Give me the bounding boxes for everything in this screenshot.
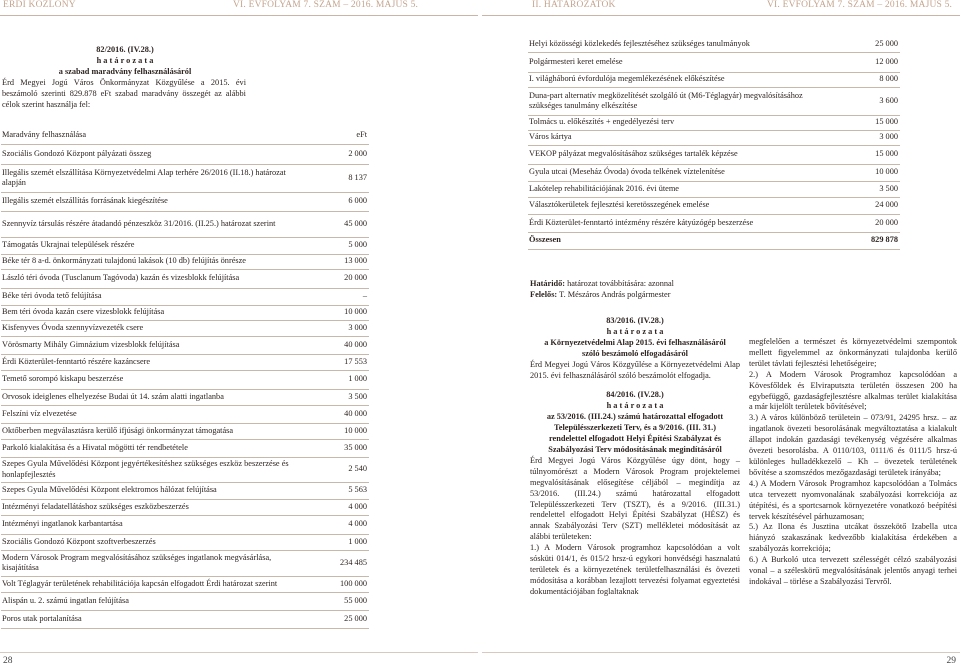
row-label: VEKOP pályázat megvalósításához szükséges tartalék képzése [528,145,836,164]
row-value: 2 000 [307,144,369,164]
row-label: Tolmács u. előkészítés + engedélyezési terv [528,115,836,130]
row-value: 100 000 [307,576,369,592]
decision83-title-2: szóló beszámoló elfogadásáról [581,348,688,358]
row-value: 40 000 [307,336,369,354]
row-label: Támogatás Ukrajnai települések részére [1,237,307,254]
row-label: Város kártya [528,130,836,145]
footer-rule [0,652,478,653]
table-row [528,72,900,87]
row-label: Intézményi ingatlanok karbantartása [1,515,307,534]
row-value: 4 000 [307,515,369,534]
row-value: 25 000 [836,37,900,52]
table-row [1,305,369,320]
decision84-title-3: rendelettel elfogadott Helyi Építési Szabályzat és [549,434,721,444]
row-value: 40 000 [307,405,369,423]
row-value: 8 000 [836,72,900,87]
row-value: 6 000 [307,192,369,211]
row-value: 17 553 [307,354,369,370]
continuation-column [749,337,957,588]
row-value: 55 000 [307,592,369,610]
decision-body: Érd Megyei Jogú Város Önkormányzat Közgyűlése a 2015. évi beszámoló szerinti 829.878 eFt szabad maradvány összegét az alábbi célok szerint használja fel: [2,78,246,110]
row-value: – [307,288,369,305]
table-row [528,52,900,72]
row-value: 10 000 [307,423,369,439]
table-row [1,164,369,192]
row-value: 1 000 [307,534,369,550]
row-value: 12 000 [836,52,900,72]
row-label: Szennyvíz társulás részére átadandó pénzeszköz 31/2016. (II.25.) határozat szerint [1,211,307,237]
table-row [528,37,900,52]
table-row [528,115,900,130]
row-label: Oktőberben megválasztásra kerülő ifjúsági önkormányzat támogatása [1,423,307,439]
table-row [1,269,369,288]
footer-rule [482,652,960,653]
row-label: Szociális Gondozó Központ szoftverbeszerzés [1,534,307,550]
table-row [1,515,369,534]
header-rule [0,15,478,16]
row-value: 5 563 [307,482,369,499]
decision83-kind: h a t á r o z a t a [606,326,664,336]
table-header-row [1,127,369,144]
table-row [1,423,369,439]
row-label: Érdi Közterület-fenntartó intézmény részére kátyúzógép beszerzése [528,214,836,232]
header-rule [482,15,960,16]
row-label: László téri óvoda (Tusclanum Tagóvoda) kazán és vizesblokk felújítása [1,269,307,288]
total-value: 829 878 [836,232,900,249]
row-value: 3 000 [836,130,900,145]
allocation-table-continued [528,37,900,250]
decision-number: 82/2016. (IV.28.) [96,45,154,54]
row-label: Polgármesteri keret emelése [528,52,836,72]
item-3: 3.) A város különböző területein – 073/91, 24295 hrsz. – az ingatlanok övezeti besorolásának megváltoztatása a kialakult állapot indokán gazdasági tevékenység végzésére alkalmas övezeti besorolásba. A 0110/103, 0111/6 és 0111/5 hrsz-ú különleges hulladékkezelő – Kh – övezetek területének bővítése a szomszédos mezőgazdasági területek irányába; [749,413,957,477]
table-row [1,389,369,405]
decision84-body: Érd Megyei Jogú Város Közgyűlése úgy dönt, hogy – túlnyomórészt a Modern Városok Program projektelemei megvalósításának elősegítése céljából – megindítja az 53/2016. (III.24.) számú határozattal elfogadott Településszerkezeti Terv (TSZT), és a 9/2016. (III.31.) rendelettel elfogadott Helyi Építési Szabályzat (HÉSZ) és annak Szabályozási Terv (SZT) mellékletei módosítását az alábbi területeken: [530,455,740,542]
row-label: Orvosok ideiglenes elhelyezése Budai út 14. szám alatti ingatlanba [1,389,307,405]
table-row [528,214,900,232]
table-row [1,592,369,610]
row-label: Felszíni víz elvezetése [1,405,307,423]
responsible-label: Felelős: [530,290,558,299]
table-row [528,130,900,145]
decision84-kind: h a t á r o z a t a [606,401,664,411]
table-row [1,320,369,336]
right-page [480,0,960,668]
row-value: 15 000 [836,145,900,164]
table-row [1,144,369,164]
row-label: Választókerületek fejlesztési keretösszegének emelése [528,197,836,214]
row-label: Duna-part alternatív megközelítését szolgáló út (M6-Téglagyár) megvalósításához szükséges tanulmány elkészítése [528,87,836,115]
row-label: Modern Városok Program megvalósításához szükséges ingatlanok megvásárlása, kisajátítása [1,550,307,576]
row-value: 3 600 [836,87,900,115]
row-label: Intézményi feladatellátáshoz szükséges eszközbeszerzés [1,499,307,515]
decision83-number: 83/2016. (IV.28.) [606,316,664,325]
total-row [528,232,900,249]
section-title: II. HATÁROZATOK [532,0,616,10]
table-row [1,192,369,211]
responsible-line [530,289,670,300]
row-label: Poros utak portalanítása [1,610,307,628]
deadline-label: Határidő: [530,279,566,288]
table-row [1,499,369,515]
table-row [1,405,369,423]
row-value: 1 000 [307,370,369,389]
deadline-text: határozat továbbítására: azonnal [565,279,674,288]
row-label: Szociális Gondozó Központ pályázati összeg [1,144,307,164]
row-label: Volt Téglagyár területének rehabilitációja kapcsán elfogadott Érdi határozat szerint [1,576,307,592]
table-row [528,181,900,197]
table-row [1,482,369,499]
table-row [528,164,900,181]
page-number: 28 [3,656,13,666]
row-value: 15 000 [836,115,900,130]
row-value: 3 500 [836,181,900,197]
row-label: Parkoló kialakítása és a Hivatal mögötti tér rendbetétele [1,439,307,457]
decision84-number: 84/2016. (IV.28.) [606,390,664,400]
item-6: 6.) A Burkoló utca tervezett szélességét célzó szabályozási vonal – a széleskörű megvalósításának jelentős anyagi terhei indokával – törlése a Szabályozási Tervről. [749,555,957,586]
row-value: 25 000 [307,610,369,628]
row-label: Szepes Gyula Művelődési Központ jegyértékesítéshez szükséges eszköz beszerzése és honlapfejlesztés [1,457,307,482]
row-value: 10 000 [307,305,369,320]
table-row [1,237,369,254]
issue-info: VI. ÉVFOLYAM 7. SZÁM – 2016. MÁJUS 5. [233,0,419,10]
issue-info: VI. ÉVFOLYAM 7. SZÁM – 2016. MÁJUS 5. [767,0,953,10]
table-row [1,534,369,550]
table-row [528,197,900,214]
responsible-text: T. Mészáros András polgármester [557,290,671,299]
row-label: Helyi közösségi közlekedés fejlesztéséhez szükséges tanulmányok [528,37,836,52]
row-label: Béke téri óvoda tető felújítása [1,288,307,305]
table-row [1,550,369,576]
row-label: I. világháború évfordulója megemlékezésének előkészítése [528,72,836,87]
table-row [1,211,369,237]
decision83-title-1: a Környezetvédelmi Alap 2015. évi felhasználásáról [544,337,726,347]
allocation-table [1,127,369,629]
row-label: Bem téri óvoda kazán csere vizesblokk felújítása [1,305,307,320]
row-value: 3 000 [307,320,369,336]
table-row [1,610,369,628]
row-value: 3 500 [307,389,369,405]
row-label: Vörösmarty Mihály Gimnázium vizesblokk felújítása [1,336,307,354]
row-label: Illegális szemét elszállítása Környezetvédelmi Alap terhére 26/2016 (II.18.) határozat alapján [1,164,307,192]
decision84-title-4: Szabályozási Terv módosításának megindításáról [548,444,722,454]
row-label: Temető sorompó kiskapu beszerzése [1,370,307,389]
row-value: 35 000 [307,439,369,457]
table-row [528,145,900,164]
row-value: 20 000 [836,214,900,232]
col-unit-header: eFt [307,127,369,144]
row-label: Érdi Közterület-fenntartó részére kazáncsere [1,354,307,370]
row-value: 24 000 [836,197,900,214]
item-4: 4.) A Modern Városok Programhoz kapcsolódóan a Tolmács utca tervezett nyomvonalának szabályozási korrekciója az útépítési, és a sportcsarnok környezetére vonatkozó beépítési tervek készítésével párhuzamosan; [749,478,957,521]
row-label: Kisfenyves Óvoda szennyvízvezeték csere [1,320,307,336]
item-2: 2.) A Modern Városok Programhoz kapcsolódóan a Kövesfőldek és Elviraputszta területén összesen 200 ha egybefüggő, gazdaságfejlesztésre alkalmas terület kialakítása a már kijelölt területek bővítésével; [749,369,957,412]
row-label: Lakótelep rehabilitációjának 2016. évi üteme [528,181,836,197]
decision-title: a szabad maradvány felhasználásáról [58,67,192,76]
table-row [1,457,369,482]
table-row [1,370,369,389]
row-value: 4 000 [307,499,369,515]
decision84-item-1: 1.) A Modern Városok programhoz kapcsolódóan a volt sósküti 014/1, és 015/2 hrsz-ú egykori honvédségi hasznalatú területek és a környezetének területfelhasználási és övezeti módosítása a korábban lezajlott tervezési folyamat egyeztetési dokumentációjában foglaltaknak [530,543,740,596]
row-value: 2 540 [307,457,369,482]
row-value: 20 000 [307,269,369,288]
total-label: Összesen [528,232,836,249]
table-row [1,288,369,305]
row-value: 8 137 [307,164,369,192]
row-value: 10 000 [836,164,900,181]
table-row [1,576,369,592]
decision-kind: h a t á r o z a t a [96,56,154,65]
row-value: 45 000 [307,211,369,237]
row-label: Szepes Gyula Művelődési Központ elektromos hálózat felújítása [1,482,307,499]
row-value: 234 485 [307,550,369,576]
table-row [1,336,369,354]
row-label: Béke tér 8 a-d. önkormányzati tulajdonú lakások (10 db) felújítás önrésze [1,254,307,269]
page-number: 29 [946,656,956,666]
row-label: Alispán u. 2. számú ingatlan felújítása [1,592,307,610]
table-row [1,254,369,269]
row-value: 13 000 [307,254,369,269]
table-row [1,439,369,457]
row-label: Illegális szemét elszállítás forrásának kiegészítése [1,192,307,211]
table-row [528,87,900,115]
decision84-title-2: Településszerkezeti Terv, és a 9/2016. (III. 31.) [554,423,716,433]
journal-title: ÉRDI KÖZLÖNY [3,0,76,10]
decisions-column [530,316,740,598]
row-label: Gyula utcai (Meseház Óvoda) óvoda telkének víztelenítése [528,164,836,181]
row-value: 5 000 [307,237,369,254]
item-5: 5.) Az Ilona és Jusztina utcákat összekötő Izabella utca hiányzó szakaszának kedvezőbb kialakítása érdekében a szabályozás korrekciója; [749,522,957,554]
deadline-line [530,278,674,289]
table-row [1,354,369,370]
col-label-header: Maradvány felhasználása [1,127,307,144]
decision83-body: Érd Megyei Jogú Város Közgyűlése a Környezetvédelmi Alap 2015. évi felhasználásáról szóló beszámolót elfogadja. [530,359,740,380]
continuation-paragraph: megfelelően a természet és környezetvédelmi szempontok mellett figyelemmel az önkormányzati tulajdonba kerülő terület távlati fejlesztési lehetőségeire; [749,337,957,368]
decision84-title-1: az 53/2016. (III.24.) számú határozattal elfogadott [546,412,724,422]
